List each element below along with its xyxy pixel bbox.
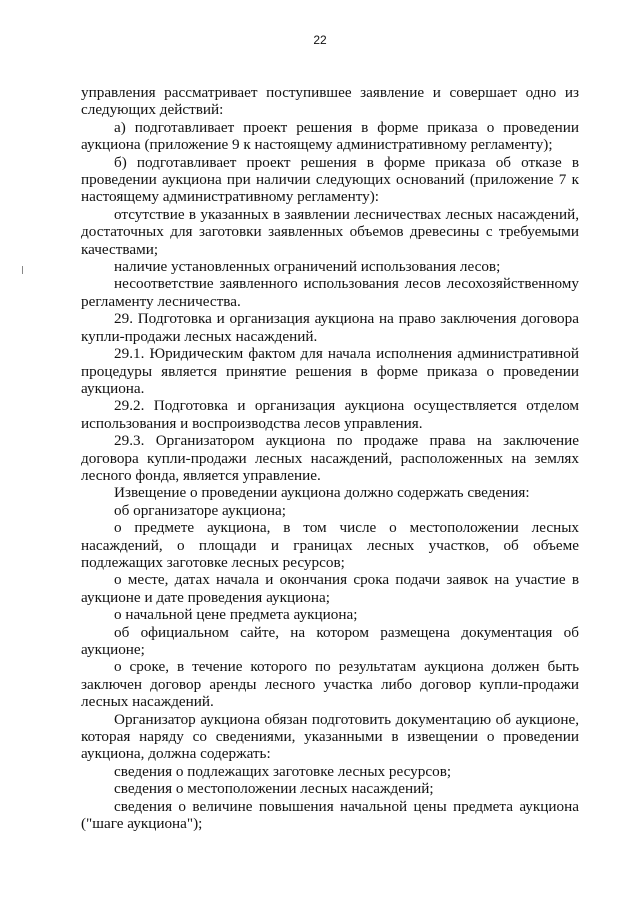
paragraph-continuation: управления рассматривает поступившее заявление и совершает одно из следующих действий: [81, 84, 579, 119]
paragraph-section-29-3: 29.3. Организатором аукциона по продаже права на заключение договора купли-продажи лесных насаждений, расположенных на землях лесного фонда, является управление. [81, 432, 579, 484]
document-body [81, 84, 579, 832]
paragraph-notice-item: об организаторе аукциона; [114, 501, 286, 519]
paragraph-item-a: а) подготавливает проект решения в форме приказа о проведении аукциона (приложение 9 к настоящему административному регламенту); [81, 118, 579, 154]
paragraph-ground-1: отсутствие в указанных в заявлении лесничествах лесных насаждений, достаточных для заготовки заявленных объемов древесины с требуемыми качествами; [81, 205, 579, 258]
paragraph-section-29-1: 29.1. Юридическим фактом для начала исполнения административной процедуры является принятие решения в форме приказа о проведении аукциона. [81, 345, 579, 397]
margin-mark [22, 266, 23, 274]
paragraph-documentation-intro: Организатор аукциона обязан подготовить документацию об аукционе, которая наряду со сведениями, указанными в извещении о проведении аукциона, должна содержать: [81, 710, 579, 763]
paragraph-documentation-item: сведения о местоположении лесных насаждений; [114, 780, 434, 798]
paragraph-ground-2: наличие установленных ограничений использования лесов; [114, 258, 501, 276]
paragraph-notice-intro: Извещение о проведении аукциона должно содержать сведения: [114, 484, 530, 502]
paragraph-notice-item: о предмете аукциона, в том числе о местоположении лесных насаждений, о площади и границах лесных участков, об объеме подлежащих заготовке лесных ресурсов; [81, 519, 579, 571]
paragraph-notice-item: об официальном сайте, на котором размещена документация об аукционе; [81, 623, 579, 658]
paragraph-section-29-2: 29.2. Подготовка и организация аукциона осуществляется отделом использования и воспроизводства лесов управления. [81, 397, 579, 432]
paragraph-notice-item: о сроке, в течение которого по результатам аукциона должен быть заключен договор аренды лесного участка либо договор купли-продажи лесных насаждений. [81, 658, 579, 711]
paragraph-ground-3: несоответствие заявленного использования лесов лесохозяйственному регламенту лесничества. [81, 275, 579, 310]
paragraph-documentation-item: сведения о подлежащих заготовке лесных ресурсов; [114, 762, 452, 780]
paragraph-notice-item: о месте, датах начала и окончания срока подачи заявок на участие в аукционе и дате проведения аукциона; [81, 571, 579, 606]
paragraph-section-29: 29. Подготовка и организация аукциона на право заключения договора купли-продажи лесных насаждений. [81, 310, 579, 345]
paragraph-item-b: б) подготавливает проект решения в форме приказа об отказе в проведении аукциона при наличии следующих оснований (приложение 7 к настоящему административному регламенту): [81, 153, 579, 206]
paragraph-documentation-item: сведения о величине повышения начальной цены предмета аукциона ("шаге аукциона"); [81, 797, 579, 833]
page-number: 22 [313, 33, 327, 47]
paragraph-notice-item: о начальной цене предмета аукциона; [114, 606, 358, 624]
